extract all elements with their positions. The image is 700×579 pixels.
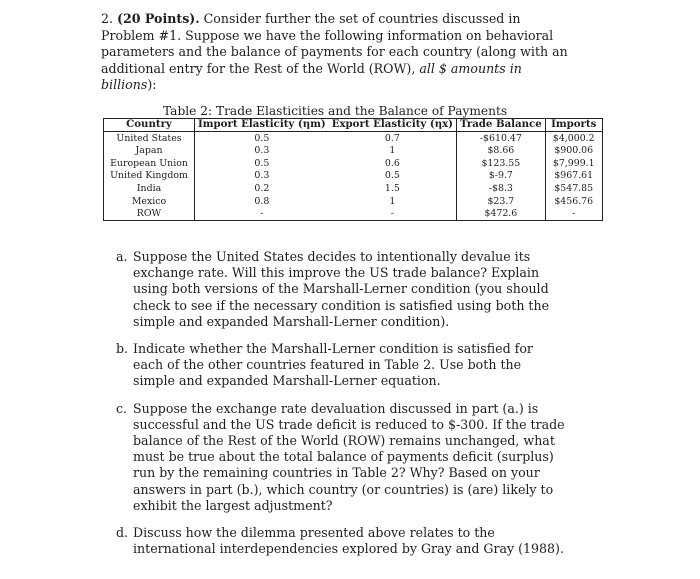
header-trade-balance: Trade Balance [457,119,546,132]
cell-imports: $456.76 [545,195,602,208]
problem-points: (20 Points). [117,11,200,26]
part-label: a. [116,249,128,264]
table-header-row [104,119,603,132]
question-part-c [116,401,566,514]
cell-import-elasticity: 0.8 [254,195,270,207]
cell-country: Japan [104,145,195,158]
part-text: Suppose the exchange rate devaluation discussed in part (a.) is successful and the US trade deficit is reduced to $-300. If the trade balance of the Rest of the World (ROW) remains unchanged, what must be true about the total balance of payments deficit (surplus) run by the remaining countries in Table 2? Why? Based on your answers in part (b.), which country (or countries) is (are) likely to exhibit the largest adjustment? [133,400,565,513]
cell-export-elasticity: 0.5 [384,170,400,182]
cell-import-elasticity: 0.2 [254,183,270,195]
cell-export-elasticity: - [329,208,457,221]
cell-country: India [104,182,195,195]
header-imports: Imports [545,119,602,132]
cell-export-elasticity: 0.7 [384,132,400,144]
part-label: c. [116,400,128,416]
cell-imports: $4,000.2 [545,132,602,145]
cell-country: ROW [104,208,195,221]
cell-export-elasticity: 1 [389,145,396,157]
problem-intro-end: ): [147,77,157,93]
cell-export-elasticity: 1 [389,195,396,207]
problem-number: 2. [101,11,114,26]
cell-imports: - [545,208,602,221]
problem-statement [101,11,571,94]
cell-trade-balance: $-9.7 [457,170,546,183]
part-text: Discuss how the dilemma presented above relates to the international interdependencies explored by Gray and Gray (1988). [133,525,564,557]
question-part-d [116,525,566,557]
cell-imports: $967.61 [545,170,602,183]
cell-export-elasticity: 1.5 [384,183,400,195]
header-import-elasticity: Import Elasticity (ηm) [195,119,329,132]
part-text: Indicate whether the Marshall-Lerner condition is satisfied for each of the other countries featured in Table 2. Use both the simple and expanded Marshall-Lerner equation. [133,341,533,389]
question-parts [116,249,566,568]
table-row [104,145,603,158]
cell-import-elasticity: 0.5 [254,132,270,144]
header-country: Country [104,119,195,132]
part-text: Suppose the United States decides to intentionally devalue its exchange rate. Will this improve the US trade balance? Explain using both versions of the Marshall-Lerner condition (you should check to see if the necessary condition is satisfied using both the simple and expanded Marshall-Lerner condition). [133,249,550,329]
cell-trade-balance: $8.66 [457,145,546,158]
cell-imports: $900.06 [545,145,602,158]
problem-emphasis: all $ amounts in billions [101,60,522,93]
cell-trade-balance: -$8.3 [457,182,546,195]
cell-import-elasticity: 0.3 [254,170,270,182]
table-row [104,157,603,170]
cell-trade-balance: $472.6 [457,208,546,221]
cell-country: United Kingdom [104,170,195,183]
table-caption: Table 2: Trade Elasticities and the Balance of Payments [163,104,508,118]
table-row [104,195,603,208]
cell-imports: $7,999.1 [545,157,602,170]
table-row [104,170,603,183]
question-part-b [116,341,566,390]
cell-trade-balance: -$610.47 [457,132,546,145]
cell-import-elasticity: 0.3 [254,145,270,157]
cell-imports: $547.85 [545,182,602,195]
table-row [104,132,603,145]
table-row [104,182,603,195]
cell-import-elasticity: - [195,208,329,221]
table-row [104,208,603,221]
part-label: b. [116,341,129,357]
problem-intro: Consider further the set of countries discussed in Problem #1. Suppose we have the following information on behavioral parameters and the balance of payments for each country (along with an additional entry for the Rest of the World (ROW), [101,11,568,76]
question-part-a [116,249,566,330]
cell-country: European Union [104,157,195,170]
part-label: d. [116,525,129,541]
header-export-elasticity: Export Elasticity (ηx) [329,119,457,132]
cell-trade-balance: $123.55 [457,157,546,170]
trade-elasticities-table [103,118,603,221]
cell-country: United States [104,132,195,145]
cell-import-elasticity: 0.5 [254,157,270,169]
cell-country: Mexico [104,195,195,208]
cell-export-elasticity: 0.6 [384,157,400,169]
cell-trade-balance: $23.7 [457,195,546,208]
